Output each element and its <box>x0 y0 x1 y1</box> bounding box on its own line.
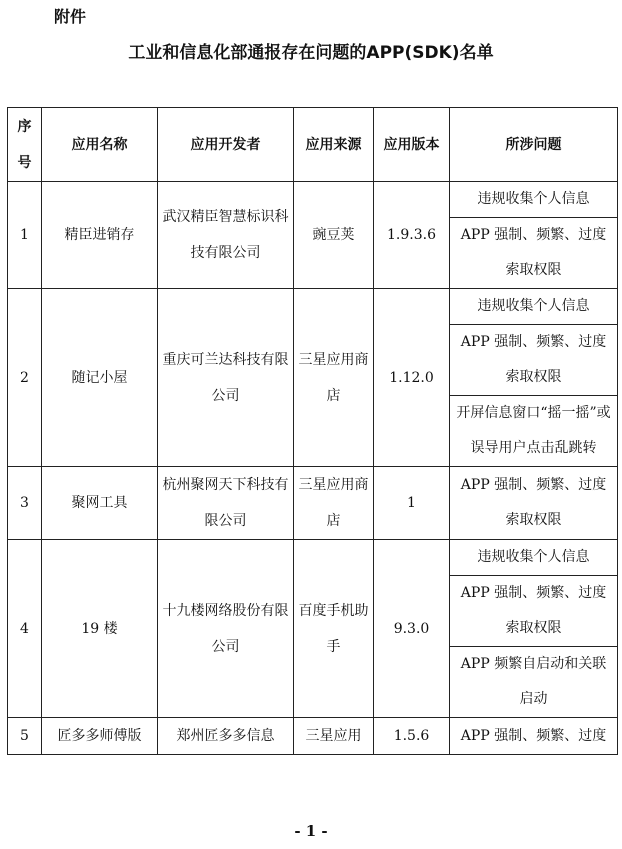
cell-no: 3 <box>8 467 42 540</box>
cell-issue: APP 强制、频繁、过度索取权限 <box>450 576 618 647</box>
page-number: - 1 - <box>294 822 328 840</box>
header-issues: 所涉问题 <box>450 108 618 182</box>
cell-no: 4 <box>8 540 42 718</box>
document-title: 工业和信息化部通报存在问题的APP(SDK)名单 <box>128 43 494 63</box>
app-list-table <box>7 107 618 755</box>
cell-source: 三星应用商店 <box>294 289 374 467</box>
cell-name: 聚网工具 <box>42 467 158 540</box>
header-no: 序号 <box>8 108 42 182</box>
cell-issue: 违规收集个人信息 <box>450 182 618 218</box>
cell-no: 2 <box>8 289 42 467</box>
table-row <box>8 289 618 325</box>
cell-source: 豌豆荚 <box>294 182 374 289</box>
cell-version: 1.9.3.6 <box>374 182 450 289</box>
header-name: 应用名称 <box>42 108 158 182</box>
header-developer: 应用开发者 <box>158 108 294 182</box>
cell-issue: APP 频繁自启动和关联启动 <box>450 647 618 718</box>
cell-developer: 重庆可兰达科技有限公司 <box>158 289 294 467</box>
cell-issue: APP 强制、频繁、过度索取权限 <box>450 218 618 289</box>
table-row <box>8 718 618 755</box>
header-source: 应用来源 <box>294 108 374 182</box>
table-row <box>8 182 618 218</box>
cell-version: 9.3.0 <box>374 540 450 718</box>
cell-issue: 开屏信息窗口“摇一摇”或误导用户点击乱跳转 <box>450 396 618 467</box>
table-row <box>8 467 618 540</box>
cell-source: 三星应用商店 <box>294 467 374 540</box>
cell-developer: 郑州匠多多信息 <box>158 718 294 755</box>
cell-name: 匠多多师傅版 <box>42 718 158 755</box>
cell-no: 5 <box>8 718 42 755</box>
cell-source: 百度手机助手 <box>294 540 374 718</box>
cell-no: 1 <box>8 182 42 289</box>
table-header-row <box>8 108 618 182</box>
cell-issue: APP 强制、频繁、过度索取权限 <box>450 325 618 396</box>
cell-version: 1.12.0 <box>374 289 450 467</box>
cell-version: 1 <box>374 467 450 540</box>
cell-developer: 武汉精臣智慧标识科技有限公司 <box>158 182 294 289</box>
cell-version: 1.5.6 <box>374 718 450 755</box>
cell-developer: 十九楼网络股份有限公司 <box>158 540 294 718</box>
cell-name: 随记小屋 <box>42 289 158 467</box>
cell-issue: 违规收集个人信息 <box>450 289 618 325</box>
cell-issue: 违规收集个人信息 <box>450 540 618 576</box>
cell-name: 19 楼 <box>42 540 158 718</box>
table-row <box>8 540 618 576</box>
cell-issue: APP 强制、频繁、过度 <box>450 718 618 755</box>
cell-source: 三星应用 <box>294 718 374 755</box>
header-version: 应用版本 <box>374 108 450 182</box>
cell-developer: 杭州聚网天下科技有限公司 <box>158 467 294 540</box>
attachment-label: 附件 <box>54 7 87 26</box>
cell-issue: APP 强制、频繁、过度索取权限 <box>450 467 618 540</box>
cell-name: 精臣进销存 <box>42 182 158 289</box>
